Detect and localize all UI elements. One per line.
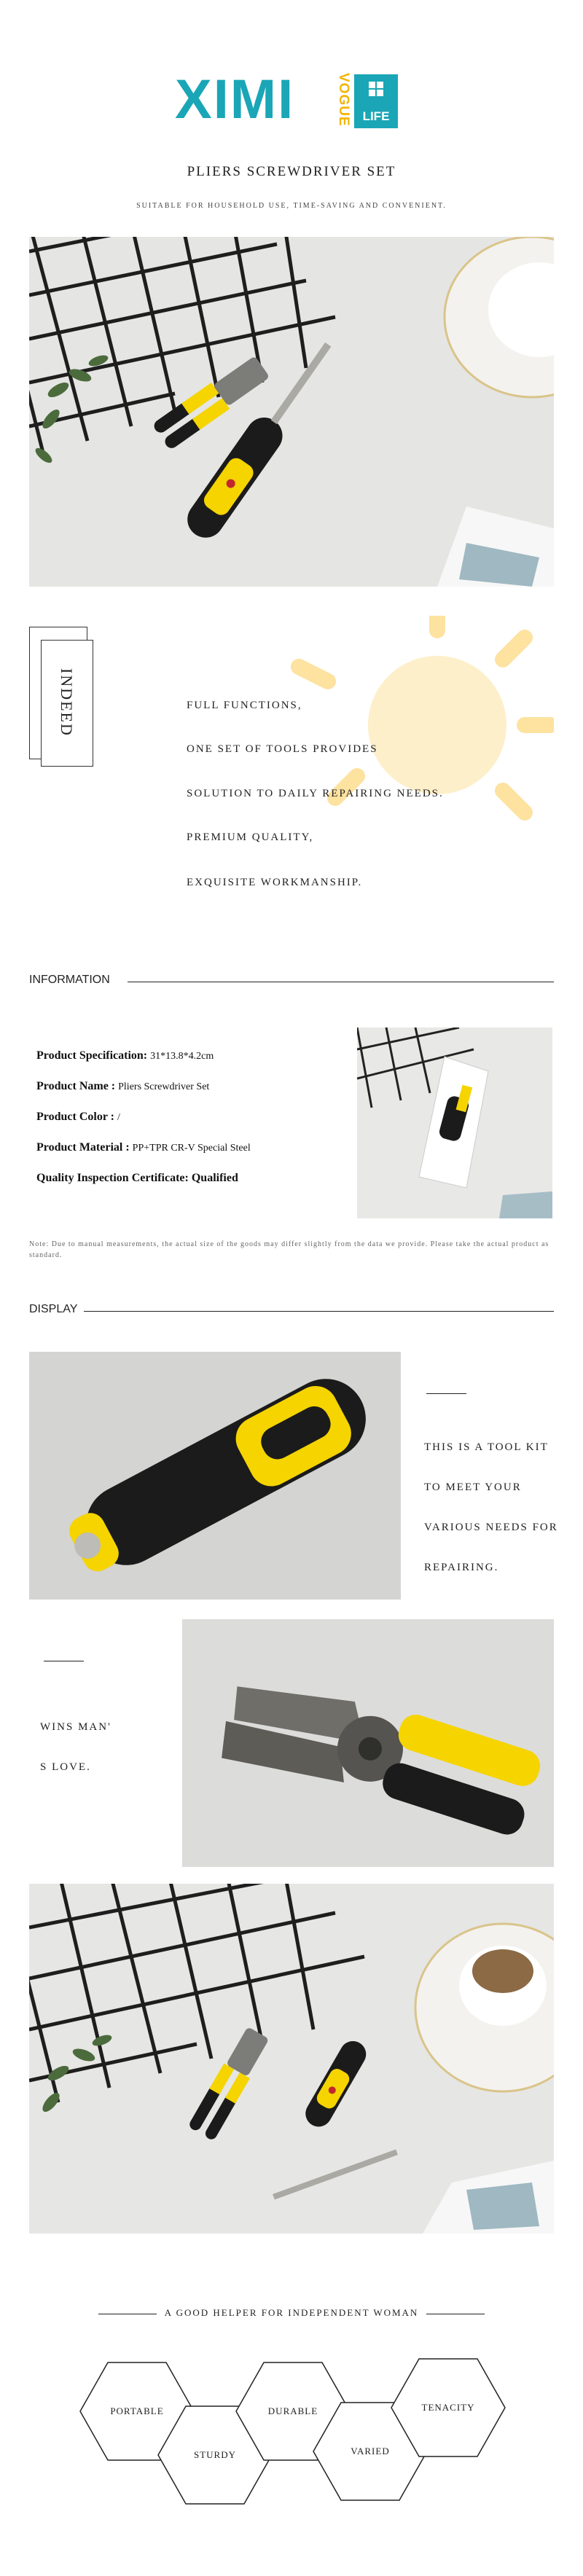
spec-row xyxy=(36,1111,120,1124)
information-heading: INFORMATION xyxy=(29,974,110,986)
spec-value: Pliers Screwdriver Set xyxy=(118,1081,210,1092)
spec-row xyxy=(36,1141,251,1154)
hero-photo xyxy=(29,237,554,587)
display-text: VARIOUS NEEDS FOR xyxy=(424,1522,558,1533)
spec-value: / xyxy=(117,1112,120,1123)
section-divider xyxy=(84,1311,554,1312)
hexagon-label: PORTABLE xyxy=(110,2405,164,2416)
spec-label: Product Name : xyxy=(36,1080,116,1092)
logo-vogue-text: VOGUE xyxy=(336,73,351,127)
display-text: TO MEET YOUR xyxy=(424,1481,522,1493)
spec-label: Quality Inspection Certificate: Qualified xyxy=(36,1172,238,1184)
product-subtitle: SUITABLE FOR HOUSEHOLD USE, TIME-SAVING AND CONVENIENT. xyxy=(136,202,447,210)
display-text: S LOVE. xyxy=(40,1761,91,1773)
spec-value: PP+TPR CR-V Special Steel xyxy=(132,1143,251,1154)
logo-brand-text: XIMI xyxy=(175,68,295,130)
tool-set-photo xyxy=(29,1884,554,2234)
spec-row xyxy=(36,1080,209,1093)
hexagon-label: DURABLE xyxy=(267,2405,318,2416)
display-text: THIS IS A TOOL KIT xyxy=(424,1441,549,1453)
display-text: REPAIRING. xyxy=(424,1562,499,1573)
feature-line: PREMIUM QUALITY, xyxy=(187,831,314,843)
feature-line: EXQUISITE WORKMANSHIP. xyxy=(187,877,363,888)
feature-line: SOLUTION TO DAILY REPAIRING NEEDS. xyxy=(187,788,444,799)
measurement-note: Note: Due to manual measurements, the actual size of the goods may differ slightly from the data we provide. Please take the actual product as standard. xyxy=(29,1240,549,1259)
brand-logo xyxy=(175,67,408,133)
spec-row xyxy=(36,1172,238,1185)
spec-value: 31*13.8*4.2cm xyxy=(150,1051,214,1062)
screwdriver-photo xyxy=(29,1352,401,1600)
spec-label: Product Material : xyxy=(36,1141,130,1154)
spec-label: Product Color : xyxy=(36,1111,114,1123)
product-title: PLIERS SCREWDRIVER SET xyxy=(187,164,396,179)
text-dash xyxy=(426,1393,466,1394)
spec-label: Product Specification: xyxy=(36,1049,148,1062)
hexagon-label: TENACITY xyxy=(421,2402,475,2413)
house-icon xyxy=(354,74,398,109)
hexagon-label: STURDY xyxy=(193,2449,236,2460)
feature-line: FULL FUNCTIONS, xyxy=(187,700,302,711)
pliers-photo xyxy=(182,1619,554,1867)
display-heading: DISPLAY xyxy=(29,1303,78,1315)
display-text: WINS MAN' xyxy=(40,1721,111,1733)
package-photo xyxy=(357,1027,552,1218)
footer-tagline: A GOOD HELPER FOR INDEPENDENT WOMAN xyxy=(164,2307,419,2318)
logo-life-text: LIFE xyxy=(362,109,390,123)
hexagon-label: VARIED xyxy=(351,2446,390,2456)
indeed-label: INDEED xyxy=(58,668,76,737)
feature-hexagon xyxy=(390,2357,506,2458)
spec-row xyxy=(36,1049,214,1062)
feature-line: ONE SET OF TOOLS PROVIDES xyxy=(187,743,378,755)
